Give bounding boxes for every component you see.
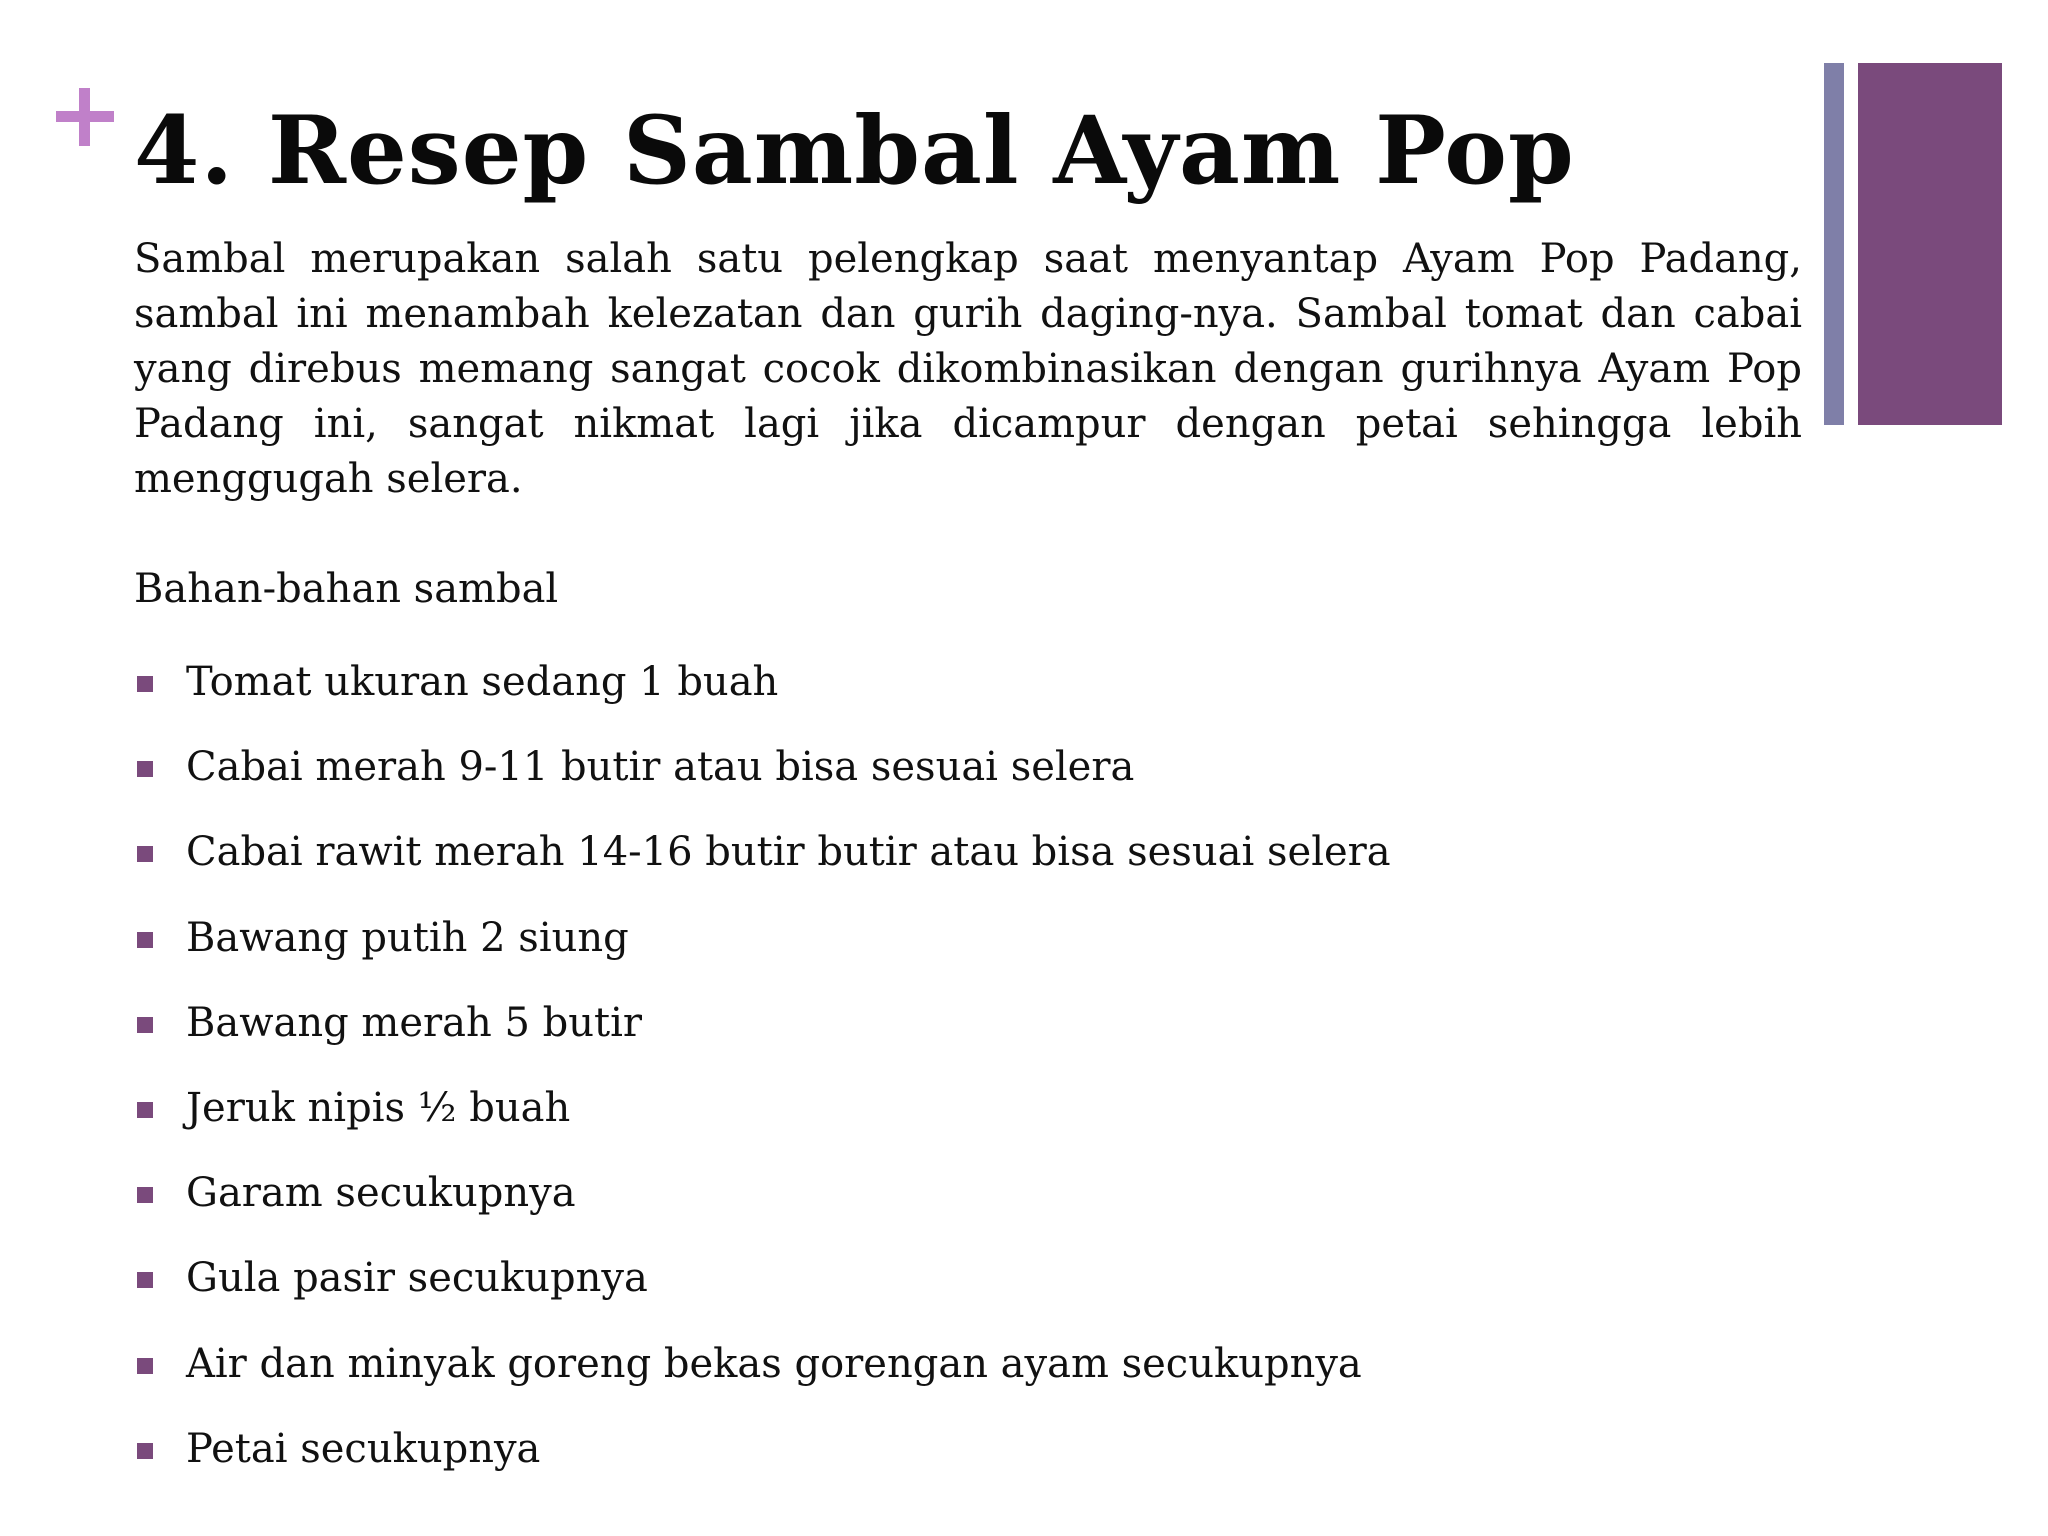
list-item xyxy=(134,739,1391,824)
plus-icon xyxy=(56,88,114,146)
square-bullet-icon xyxy=(137,1187,153,1203)
list-item xyxy=(134,1421,1391,1506)
square-bullet-icon xyxy=(137,932,153,948)
square-bullet-icon xyxy=(137,846,153,862)
square-bullet-icon xyxy=(137,1017,153,1033)
ingredient-text: Cabai rawit merah 14-16 butir butir atau bisa sesuai selera xyxy=(186,829,1391,876)
square-bullet-icon xyxy=(137,761,153,777)
list-item xyxy=(134,995,1391,1080)
intro-paragraph: Sambal merupakan salah satu pelengkap saat menyantap Ayam Pop Padang, sambal ini menambah kelezatan dan gurih daging-nya. Sambal tomat dan cabai yang direbus memang sangat cocok dikombinasikan dengan gurihnya Ayam Pop Padang ini, sangat nikmat lagi jika dicampur dengan petai sehingga lebih menggugah selera. xyxy=(134,236,1802,502)
list-item xyxy=(134,824,1391,909)
square-bullet-icon xyxy=(137,676,153,692)
list-item xyxy=(134,910,1391,995)
ingredient-text: Petai secukupnya xyxy=(186,1425,541,1472)
list-item xyxy=(134,1336,1391,1421)
list-item xyxy=(134,654,1391,739)
ingredient-text: Gula pasir secukupnya xyxy=(186,1255,648,1302)
ingredients-heading: Bahan-bahan sambal xyxy=(134,566,559,612)
square-bullet-icon xyxy=(137,1102,153,1118)
ingredient-text: Air dan minyak goreng bekas gorengan ayam secukupnya xyxy=(186,1340,1362,1387)
list-item xyxy=(134,1080,1391,1165)
list-item xyxy=(134,1250,1391,1335)
list-item xyxy=(134,1165,1391,1250)
ingredient-text: Bawang merah 5 butir xyxy=(186,999,642,1046)
slide-title: 4. Resep Sambal Ayam Pop xyxy=(134,96,1575,206)
ingredient-text: Tomat ukuran sedang 1 buah xyxy=(186,659,779,705)
ingredient-text: Garam secukupnya xyxy=(186,1170,576,1217)
ingredient-list xyxy=(134,654,1391,1506)
square-bullet-icon xyxy=(137,1358,153,1374)
square-bullet-icon xyxy=(137,1272,153,1288)
ingredient-text: Bawang putih 2 siung xyxy=(186,914,629,961)
ingredient-text: Cabai merah 9-11 butir atau bisa sesuai selera xyxy=(186,744,1135,791)
ingredient-text: Jeruk nipis ½ buah xyxy=(186,1084,571,1131)
decorative-bar-thin xyxy=(1824,63,1844,425)
square-bullet-icon xyxy=(137,1443,153,1459)
decorative-bar-wide xyxy=(1858,63,2002,425)
plus-icon-vertical xyxy=(79,88,90,146)
